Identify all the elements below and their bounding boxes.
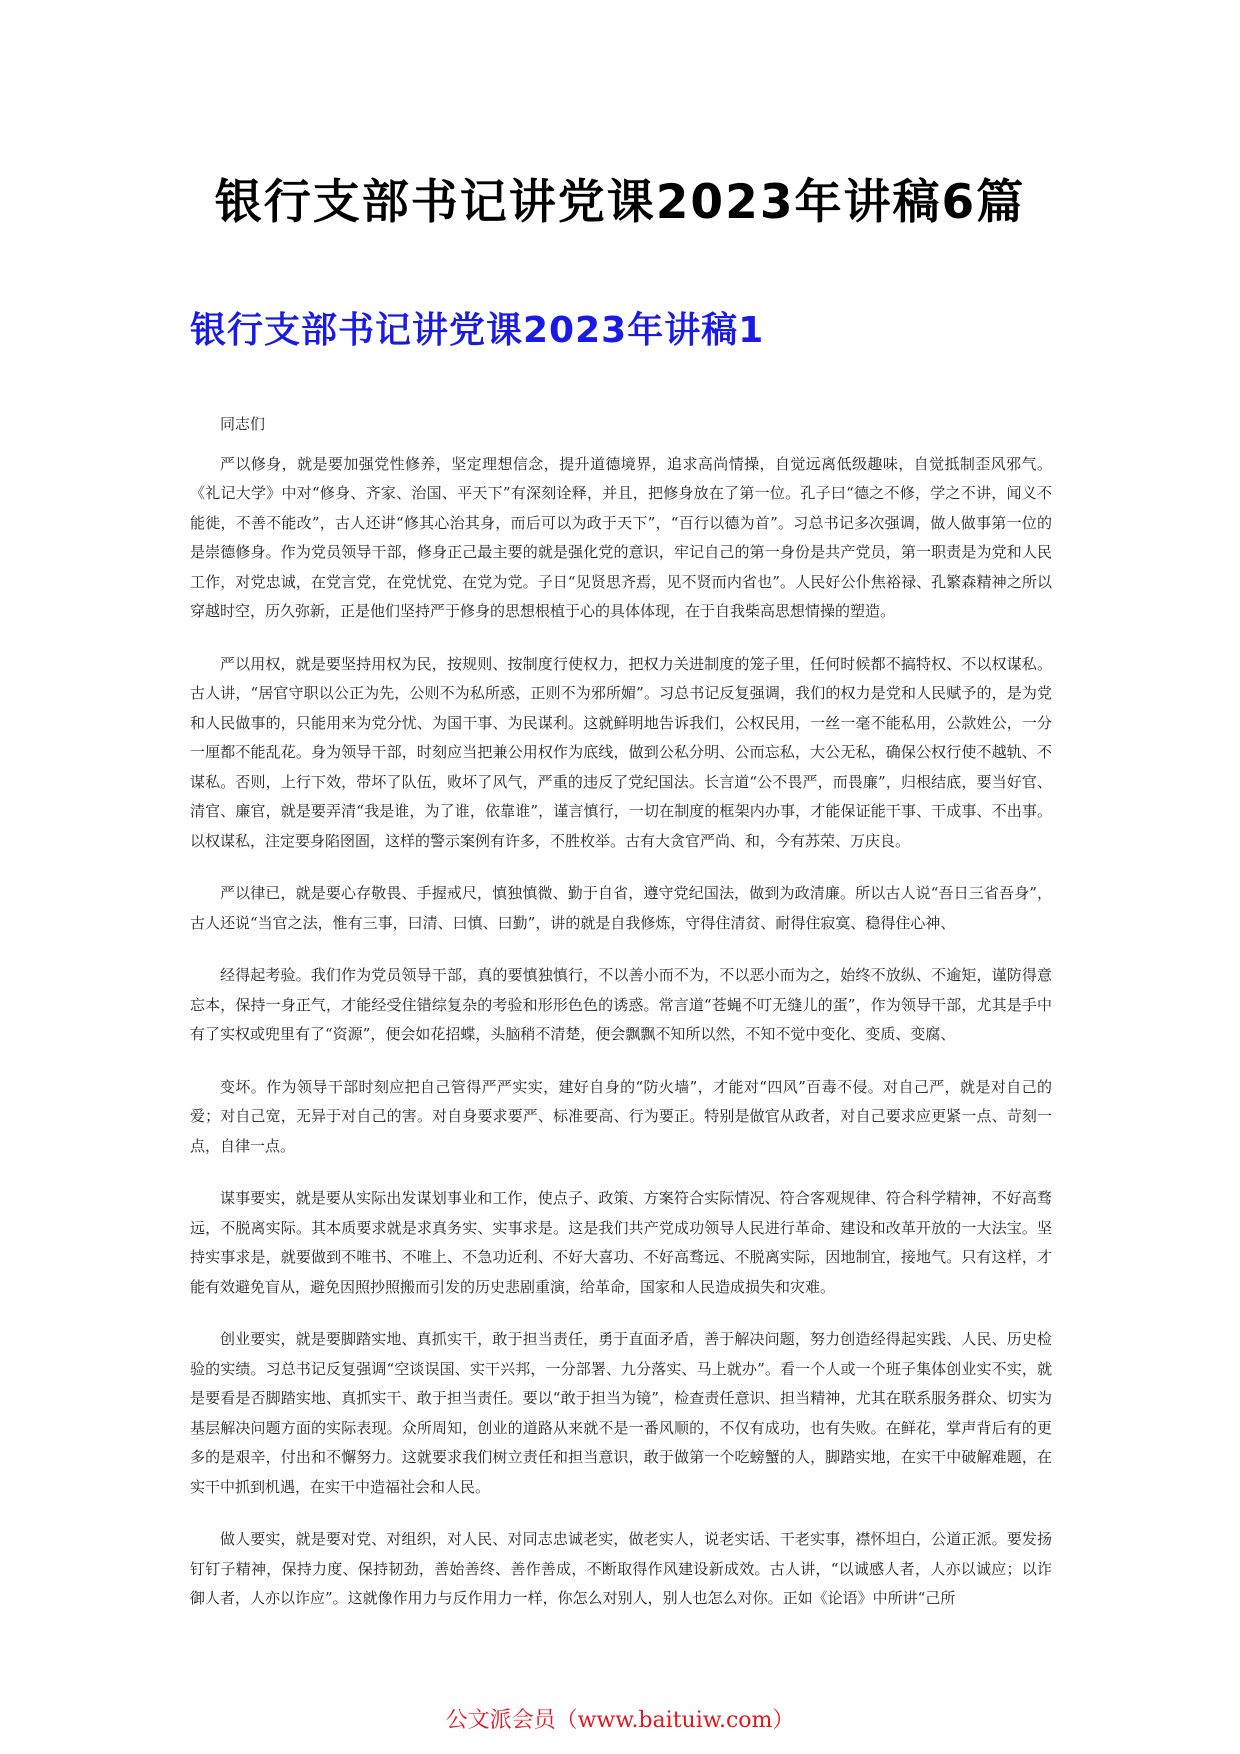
- paragraph: 做人要实，就是要对党、对组织，对人民、对同志忠诚老实，做老实人，说老实话、干老实事，襟怀坦白，公道正派。要发扬钉钉子精神，保持力度、保持韧劲，善始善终、善作善成，不断取得作风建设新成效。古人讲，“以诚感人者，人亦以诚应；以诈御人者，人亦以诈应”。这就像作用力与反作用力一样，你怎么对别人，别人也怎么对你。正如《论语》中所讲“己所: [190, 1530, 1052, 1607]
- greeting: 同志们: [220, 415, 266, 433]
- paragraph: 变坏。作为领导干部时刻应把自己管得严严实实，建好自身的“防火墙”，才能对“四风”百毒不侵。对自己严，就是对自己的爱；对自己宽，无异于对自己的害。对自身要求要严、标准要高、行为要正。特别是做官从政者，对自己要求应更紧一点、苛刻一点，自律一点。: [190, 1077, 1052, 1155]
- paragraph: 经得起考验。我们作为党员领导干部，真的要慎独慎行，不以善小而不为，不以恶小而为之，始终不放纵、不逾矩，谨防得意忘本，保持一身正气，才能经受住错综复杂的考验和形形色色的诱惑。常言道“苍蝇不叮无缝儿的蛋”，作为领导干部，尤其是手中有了实权或兜里有了“资源”，便会如花招蝶，头脑稍不清楚，便会飘飘不知所以然，不知不觉中变化、变质、变腐、: [190, 966, 1052, 1043]
- document-body: [190, 410, 1052, 1637]
- paragraph: 严以律已，就是要心存敬畏、手握戒尺，慎独慎微、勤于自省，遵守党纪国法，做到为政清廉。所以古人说“吾日三省吾身”，古人还说“当官之法，惟有三事，曰清、曰慎、曰勤”，讲的就是自我修炼，守得住清贫、耐得住寂寞、稳得住心神、: [190, 884, 1052, 932]
- footer-watermark-link[interactable]: 公文派会员（www.baituiw.com）: [445, 1708, 795, 1733]
- section-title: 银行支部书记讲党课2023年讲稿1: [190, 310, 765, 351]
- paragraph: 谋事要实，就是要从实际出发谋划事业和工作，使点子、政策、方案符合实际情况、符合客观规律、符合科学精神，不好高骛远，不脱离实际。其本质要求就是求真务实、实事求是。这是我们共产党成功领导人民进行革命、建设和改革开放的一大法宝。坚持实事求是，就要做到不唯书、不唯上、不急功近利、不好大喜功、不好高骛远、不脱离实际，因地制宜，接地气。只有这样，才能有效避免盲从，避免因照抄照搬而引发的历史悲剧重演，给革命，国家和人民造成损失和灾难。: [190, 1189, 1052, 1296]
- document-title: 银行支部书记讲党课2023年讲稿6篇: [214, 175, 1026, 230]
- paragraph: 严以修身，就是要加强党性修养，坚定理想信念，提升道德境界，追求高尚情操，自觉远离低级趣味，自觉抵制歪风邪气。《礼记大学》中对“修身、齐家、治国、平天下”有深刻诠释，并且，把修身放在了第一位。孔子曰“德之不修，学之不讲，闻义不能徙，不善不能改”，古人还讲“修其心治其身，而后可以为政于天下”，“百行以德为首”。习总书记多次强调，做人做事第一位的是崇德修身。作为党员领导干部，修身正己最主要的就是强化党的意识，牢记自己的第一身份是共产党员，第一职责是为党和人民工作，对党忠诚，在党言党，在党忧党、在党为党。子日“见贤思齐焉，见不贤而内省也”。人民好公仆焦裕禄、孔繁森精神之所以穿越时空，历久弥新，正是他们坚持严于修身的思想根植于心的具体体现，在于自我柴高思想情操的塑造。: [190, 454, 1052, 620]
- paragraph: 严以用权，就是要坚持用权为民，按规则、按制度行使权力，把权力关进制度的笼子里，任何时候都不搞特权、不以权谋私。古人讲，“居官守职以公正为先，公则不为私所惑，正则不为邪所媚”。习总书记反复强调，我们的权力是党和人民赋予的，是为党和人民做事的，只能用来为党分忧、为国干事、为民谋利。这就鲜明地告诉我们，公权民用，一丝一毫不能私用，公款姓公，一分一厘都不能乱花。身为领导干部，时刻应当把兼公用权作为底线，做到公私分明、公而忘私，大公无私，确保公权行使不越轨、不谋私。否则，上行下效，带坏了队伍，败坏了风气，严重的违反了党纪国法。长言道“公不畏严，而畏廉”，归根结底，要当好官、清官、廉官，就是要弄清“我是谁，为了谁，依靠谁”，谨言慎行，一切在制度的框架内办事，才能保证能干事、干成事、不出事。以权谋私，注定要身陷囹圄，这样的警示案例有许多，不胜枚举。古有大贪官严尚、和，今有苏荣、万庆良。: [190, 654, 1052, 850]
- paragraph: 创业要实，就是要脚踏实地、真抓实干，敢于担当责任，勇于直面矛盾，善于解决问题，努力创造经得起实践、人民、历史检验的实绩。习总书记反复强调“空谈误国、实干兴邦，一分部署、九分落实、马上就办”。看一个人或一个班子集体创业实不实，就是要看是否脚踏实地、真抓实干、敢于担当责任。要以“敢于担当为镜”，检查责任意识、担当精神，尤其在联系服务群众、切实为基层解决问题方面的实际表现。众所周知，创业的道路从来就不是一番风顺的，不仅有成功，也有失败。在鲜花，掌声背后有的更多的是艰辛，付出和不懈努力。这就要求我们树立责任和担当意识，敢于做第一个吃螃蟹的人，脚踏实地，在实干中破解难题，在实干中抓到机遇，在实干中造福社会和人民。: [190, 1330, 1052, 1496]
